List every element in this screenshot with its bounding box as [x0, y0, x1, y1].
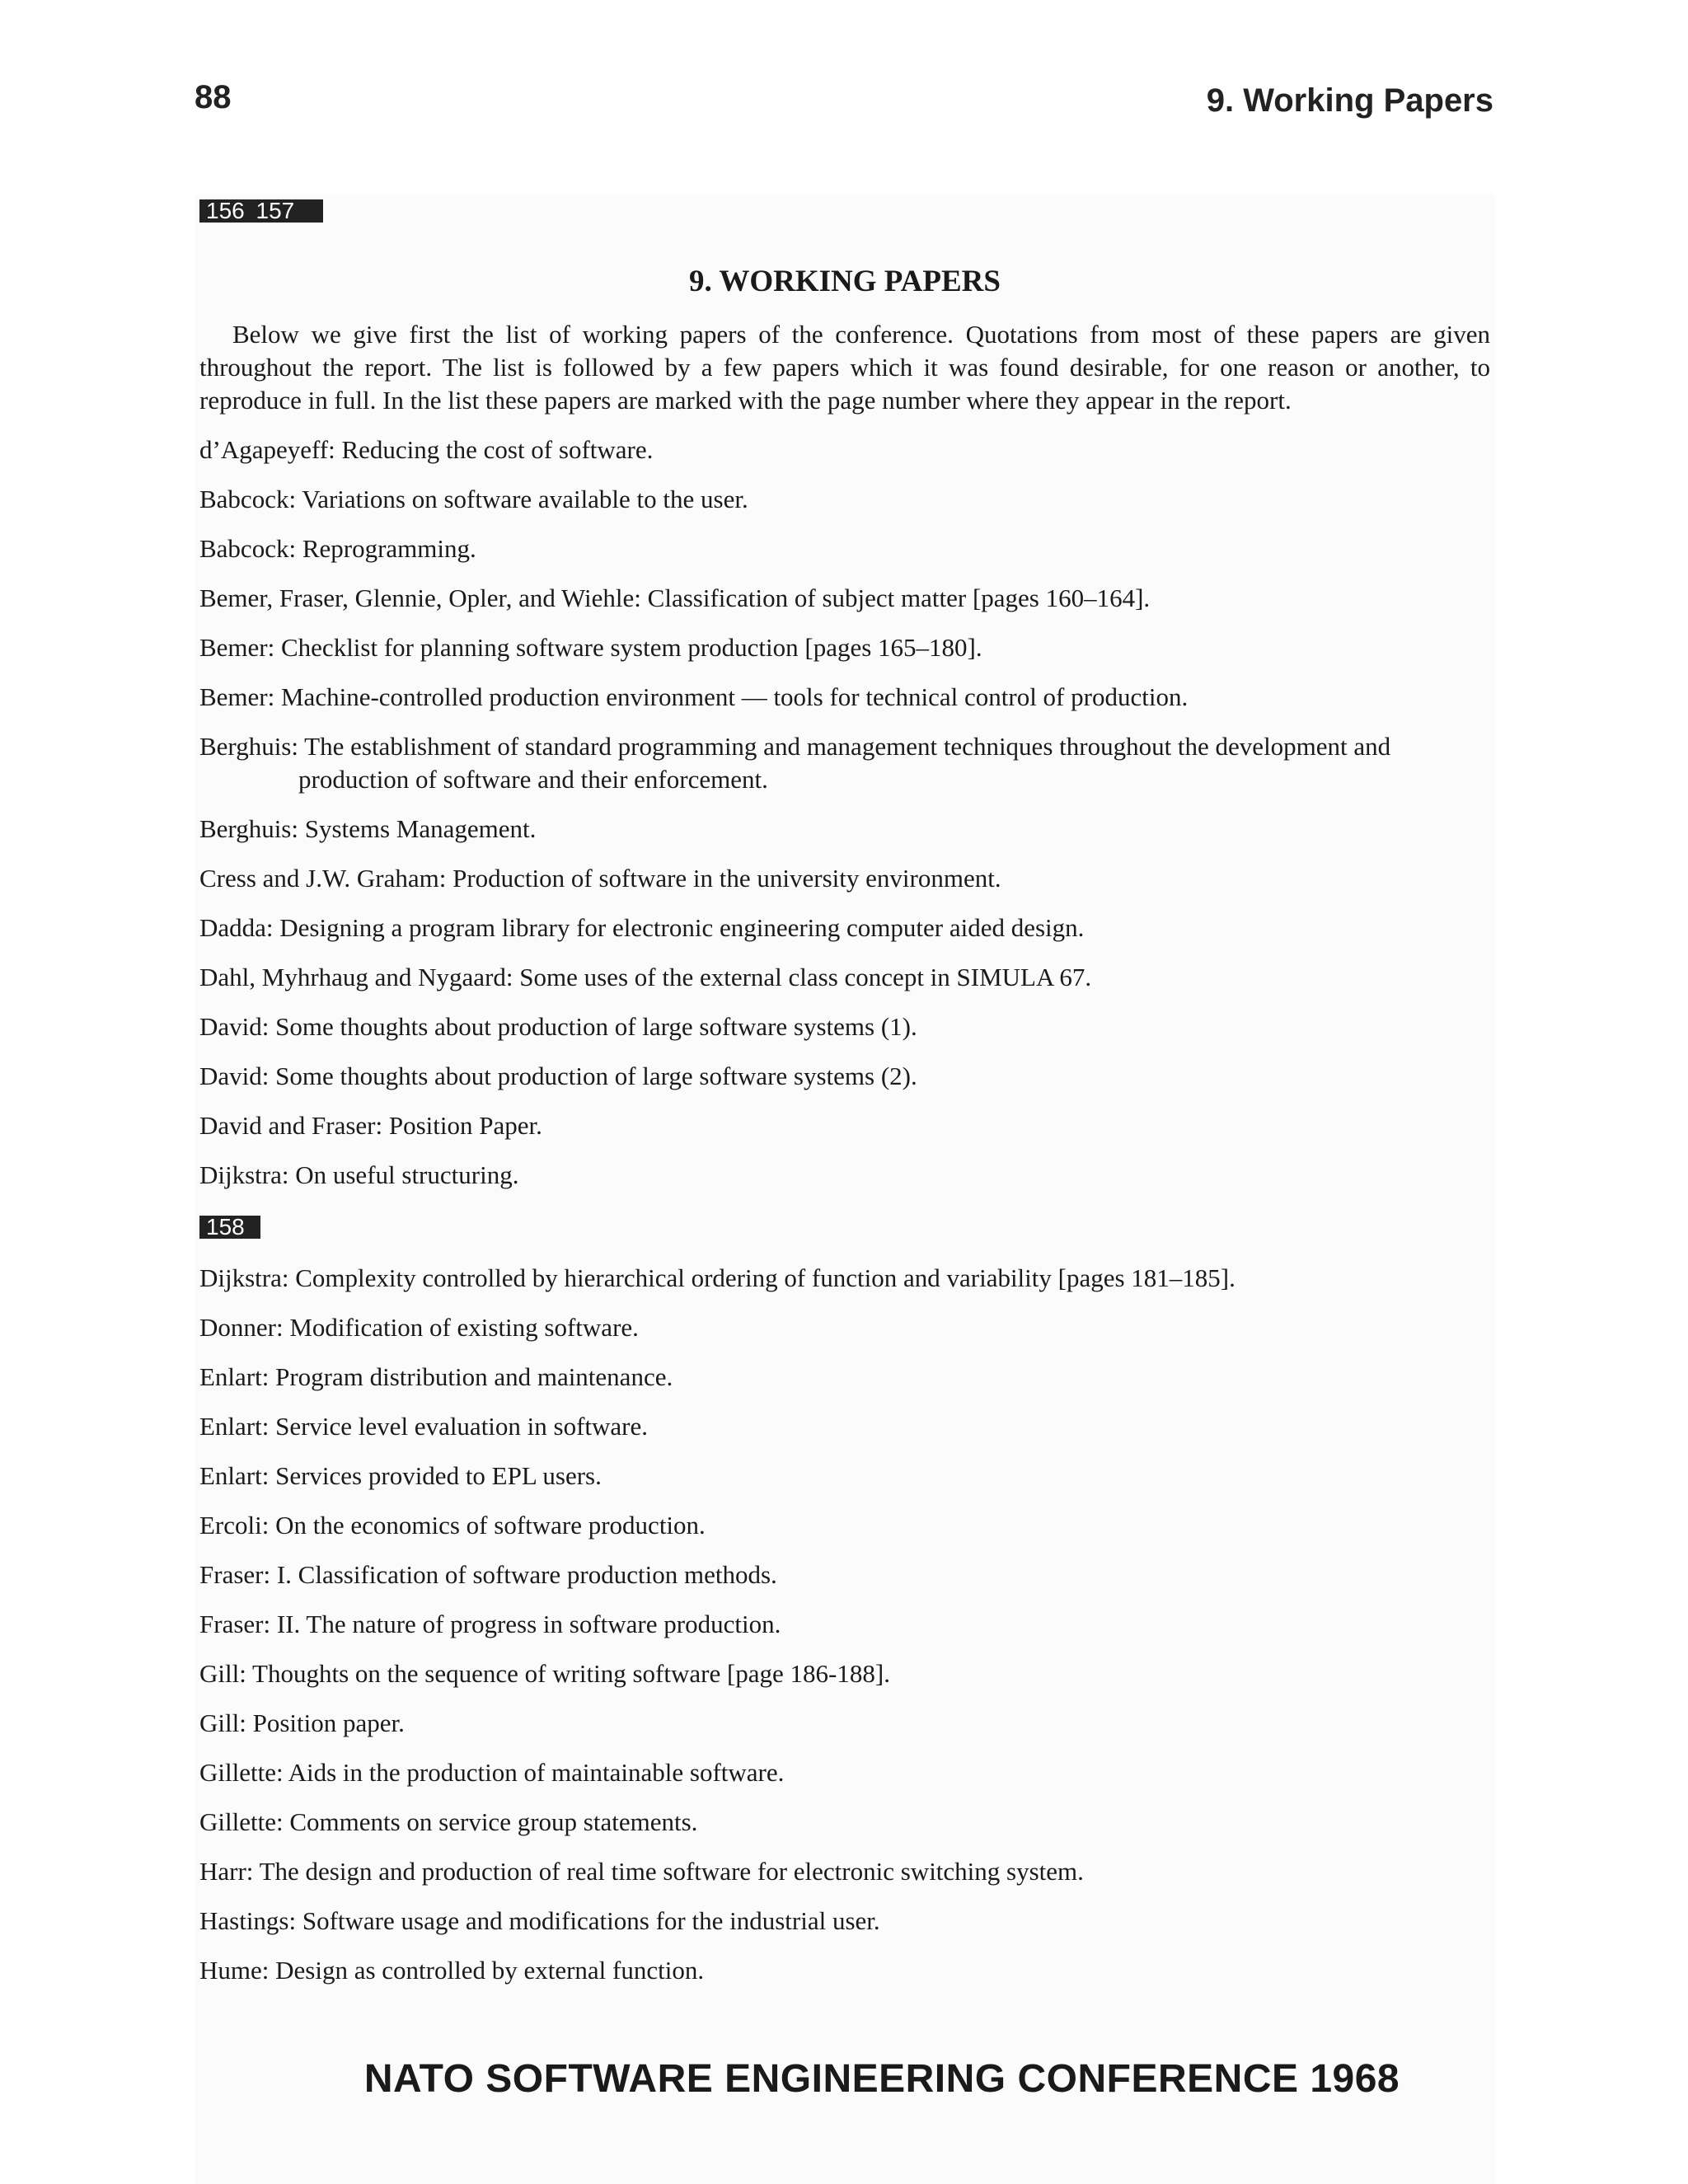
original-page-marker: 156 157 — [199, 199, 323, 223]
paper-entry: Gill: Position paper. — [199, 1708, 405, 1737]
paper-entry: Hume: Design as controlled by external function. — [199, 1956, 705, 1985]
paper-entry: Babcock: Reprogramming. — [199, 534, 476, 563]
paper-entry: Dahl, Myhrhaug and Nygaard: Some uses of the external class concept in SIMULA 67. — [199, 963, 1092, 991]
paper-entry: Berghuis: Systems Management. — [199, 814, 537, 843]
paper-entry: Dijkstra: On useful structuring. — [199, 1160, 519, 1189]
paper-entry: Ercoli: On the economics of software production. — [199, 1511, 706, 1540]
paper-entry: Harr: The design and production of real time software for electronic switching system. — [199, 1857, 1084, 1886]
paper-entry: Babcock: Variations on software available to the user. — [199, 485, 748, 513]
paper-entry: Fraser: II. The nature of progress in software production. — [199, 1610, 781, 1638]
paper-entry: d’Agapeyeff: Reducing the cost of software. — [199, 435, 654, 464]
paper-entry: Fraser: I. Classification of software production methods. — [199, 1560, 777, 1589]
paper-entry: Bemer: Machine-controlled production environment — tools for technical control of production. — [199, 682, 1189, 711]
paper-entry: Enlart: Service level evaluation in software. — [199, 1412, 649, 1441]
original-page-marker: 158 — [199, 1216, 260, 1239]
page-number: 88 — [195, 79, 232, 115]
intro-paragraph: Below we give first the list of working papers of the conference. Quotations from most of these papers are given throughout the report. The list is followed by a few papers which it was found desirable, for one reason or another, to reproduce in full. In the list these papers are marked with the page number where they appear in the report. — [199, 320, 1490, 415]
paper-entry: Berghuis: The establishment of standard programming and management techniques throughout the development and production of software and their enforcement. — [199, 732, 1391, 794]
chapter-title: 9. WORKING PAPERS — [689, 265, 1001, 298]
paper-entry: David and Fraser: Position Paper. — [199, 1111, 542, 1140]
paper-entry: Cress and J.W. Graham: Production of software in the university environment. — [199, 864, 1001, 893]
paper-entry: Bemer: Checklist for planning software system production [pages 165–180]. — [199, 633, 982, 662]
paper-entry: Dadda: Designing a program library for electronic engineering computer aided design. — [199, 913, 1085, 942]
paper-entry: Enlart: Services provided to EPL users. — [199, 1461, 602, 1490]
paper-entry: Hastings: Software usage and modifications for the industrial user. — [199, 1906, 880, 1935]
paper-entry: David: Some thoughts about production of large software systems (2). — [199, 1062, 917, 1090]
paper-entry: David: Some thoughts about production of large software systems (1). — [199, 1012, 917, 1041]
paper-entry: Gillette: Comments on service group statements. — [199, 1807, 698, 1836]
paper-entry: Donner: Modification of existing software. — [199, 1313, 639, 1342]
paper-entry: Bemer, Fraser, Glennie, Opler, and Wiehle: Classification of subject matter [pages 160–164]. — [199, 583, 1151, 612]
paper-entry: Enlart: Program distribution and maintenance. — [199, 1362, 673, 1391]
paper-entry: Gillette: Aids in the production of maintainable software. — [199, 1758, 785, 1787]
running-head: 9. Working Papers — [1206, 82, 1493, 119]
paper-entry: Dijkstra: Complexity controlled by hierarchical ordering of function and variability [pages 181–185]. — [199, 1263, 1236, 1292]
footer-title: NATO SOFTWARE ENGINEERING CONFERENCE 1968 — [363, 2057, 1400, 2101]
paper-entry: Gill: Thoughts on the sequence of writing software [page 186-188]. — [199, 1659, 890, 1688]
